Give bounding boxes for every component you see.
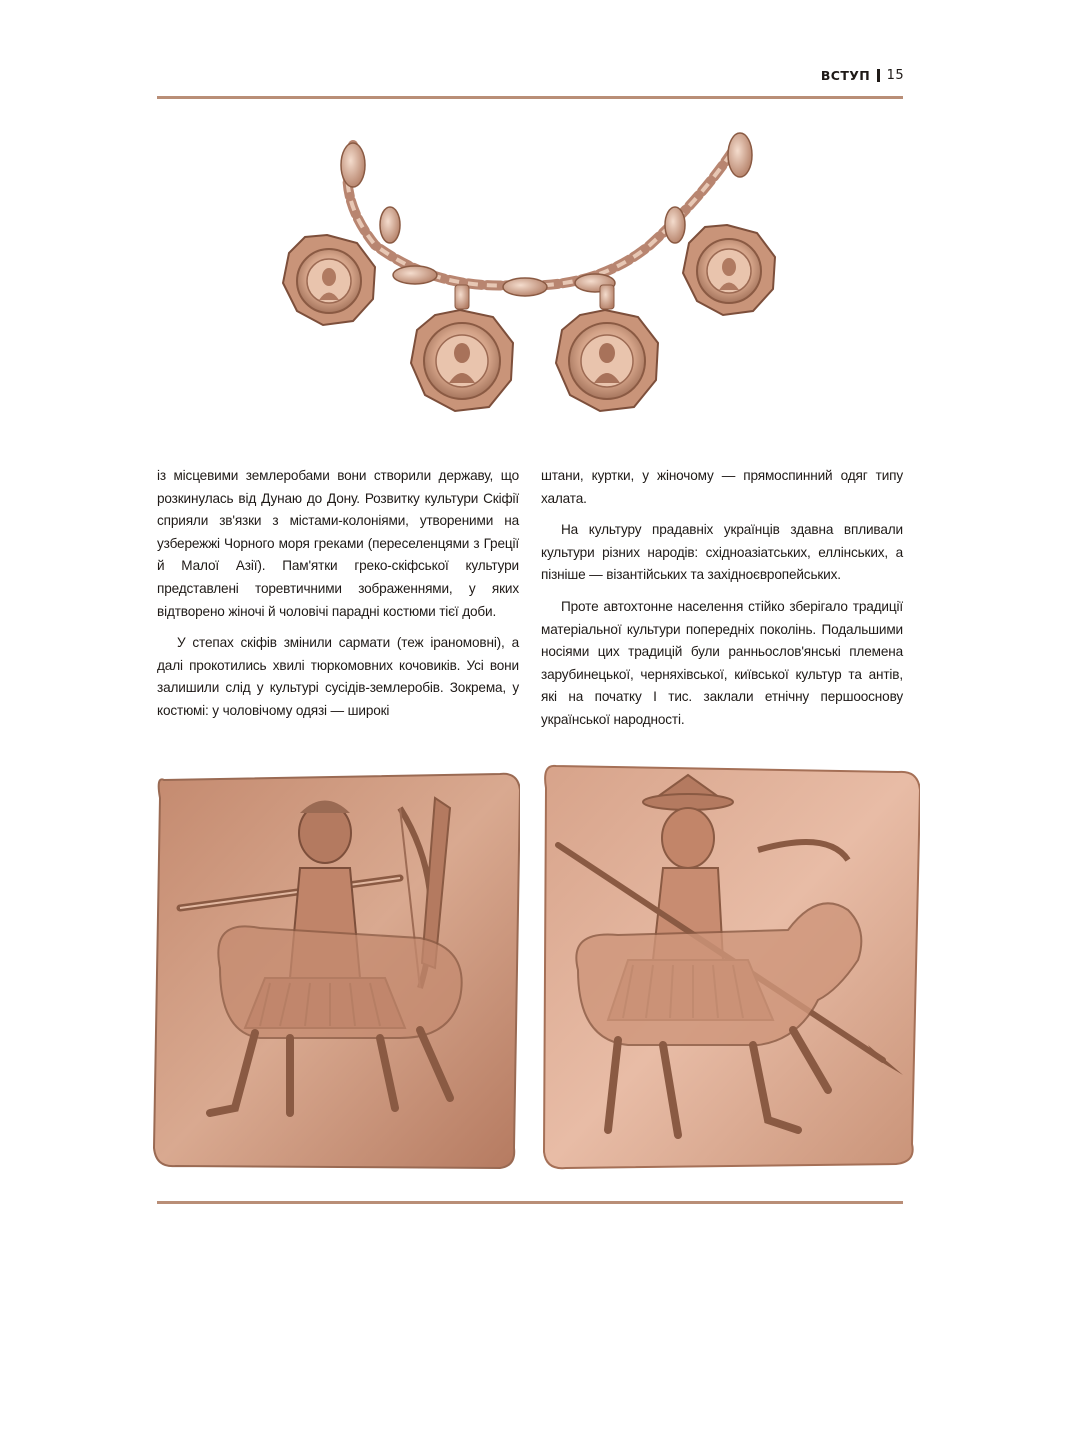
paragraph: У степах скіфів змінили сармати (теж іраномовні), а далі прокотились хвилі тюркомовних кочовиків. Усі вони залишили слід у культурі сусідів-землеробів. Зокрема, у костюмі: у чоловічому одязі — широкі [157, 635, 519, 718]
medallion-1 [283, 235, 375, 325]
relief-plaque-archer [150, 768, 520, 1172]
page-number: 15 [886, 68, 904, 83]
section-title: ВСТУП [820, 68, 871, 83]
paragraph: Проте автохтонне населення стійко зберігало традиції матеріальної культури попередніх поколінь. Подальшими носіями цих традицій були ранньослов'янські племена зарубинецької, черняхівської, київської культур та антів, які на початку І тис. заклали етнічну першооснову української народності. [541, 598, 903, 727]
medallion-4 [683, 225, 775, 315]
medallion-2 [411, 285, 513, 411]
header-separator [877, 69, 880, 82]
bottom-rule [157, 1201, 903, 1204]
top-rule [157, 96, 903, 99]
paragraph: На культуру прадавніх українців здавна впливали культури різних народів: східноазіатських, еллінських, а пізніше — візантійських та західноєвропейських. [541, 522, 903, 583]
relief-plaque-horseman [538, 760, 920, 1172]
running-head [821, 68, 904, 83]
text-column-right [541, 465, 903, 741]
paragraph: штани, куртки, у жіночому — прямоспинний одяг типу халата. [541, 468, 903, 506]
necklace-illustration [265, 125, 785, 450]
paragraph: із місцевими землеробами вони створили державу, що розкинулась від Дунаю до Дону. Розвитку культури Скіфії сприяли зв'язки з містами-колоніями, утвореними на узбережжі Чорного моря греками (переселенцями з Греції й Малої Азії). Пам'ятки греко-скіфської культури представлені торевтичними зображеннями, у яких відтворено жіночі й чоловічі парадні костюми тієї доби. [157, 468, 519, 619]
medallion-3 [556, 285, 658, 411]
text-column-left [157, 465, 519, 732]
